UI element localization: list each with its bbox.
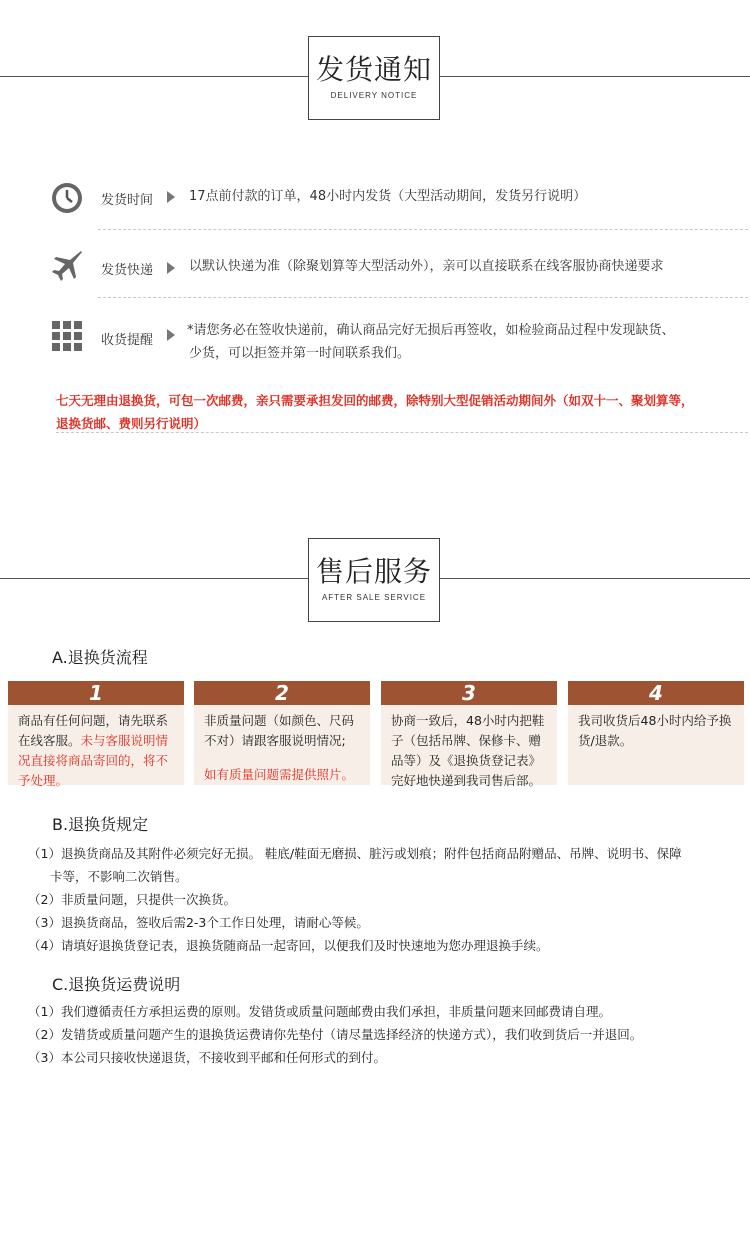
section-title: 售后服务 (315, 555, 432, 588)
row-text-receipt-reminder-1: *请您务必在签收快递前，确认商品完好无损后再签收，如检验商品过程中发现缺货、 (187, 323, 675, 338)
shipping-item: （1）我们遵循责任方承担运费的原则。发错货或质量问题邮费由我们承担，非质量问题来回邮费请自理。 (28, 1004, 611, 1019)
after-sale-header (308, 538, 440, 622)
rule-item: 卡等，不影响二次销售。 (50, 869, 188, 884)
grid-icon (51, 320, 85, 354)
row-label-ship-time: 发货时间 (101, 193, 154, 208)
airplane-icon (50, 248, 84, 282)
delivery-notice-header (308, 36, 440, 120)
arrow-icon (167, 329, 175, 341)
arrow-icon (167, 191, 175, 203)
row-divider (98, 297, 748, 298)
shipping-title: C.退换货运费说明 (52, 975, 181, 994)
rule-item: （2）非质量问题，只提供一次换货。 (28, 892, 236, 907)
process-step-3: 3 协商一致后，48小时内把鞋 子（包括吊牌、保修卡、赠 品等）及《退换货登记表》 完好地快递到我司售后部。 (381, 681, 557, 785)
row-label-receipt-reminder: 收货提醒 (101, 333, 154, 348)
rules-title: B.退换货规定 (52, 815, 149, 834)
step-number: 1 (8, 681, 184, 705)
arrow-icon (167, 262, 175, 274)
rule-item: （4）请填好退换货登记表，退换货随商品一起寄回，以便我们及时快速地为您办理退换手续。 (28, 938, 549, 953)
rule-item: （3）退换货商品，签收后需2-3个工作日处理，请耐心等候。 (28, 915, 369, 930)
step-number: 2 (194, 681, 370, 705)
note-divider (56, 432, 748, 433)
step-number: 3 (381, 681, 557, 705)
shipping-item: （3）本公司只接收快递退货，不接收到平邮和任何形式的到付。 (28, 1050, 386, 1065)
section-subtitle: AFTER SALE SERVICE (321, 593, 427, 602)
process-step-2: 2 非质量问题（如颜色、尺码 不对）请跟客服说明情况; 如有质量问题需提供照片。 (194, 681, 370, 785)
step-number: 4 (568, 681, 744, 705)
row-divider (98, 229, 748, 230)
section-title: 发货通知 (315, 53, 432, 86)
clock-icon (50, 181, 84, 215)
row-text-ship-time: 17点前付款的订单，48小时内发货（大型活动期间，发货另行说明） (189, 189, 587, 204)
process-step-1: 1 商品有任何问题，请先联系 在线客服。未与客服说明情 况直接将商品寄回的，将不 予处理。 (8, 681, 184, 785)
process-step-4: 4 我司收货后48小时内给予换 货/退款。 (568, 681, 744, 785)
process-title: A.退换货流程 (52, 648, 148, 667)
row-text-receipt-reminder-2: 少货，可以拒签并第一时间联系我们。 (189, 346, 411, 361)
return-policy-note: 七天无理由退换货，可包一次邮费，亲只需要承担发回的邮费，除特别大型促销活动期间外（如双十一、聚划算等， 退换货邮、费则另行说明） (56, 393, 694, 431)
section-subtitle: DELIVERY NOTICE (330, 91, 418, 100)
rule-item: （1）退换货商品及其附件必须完好无损。 鞋底/鞋面无磨损、脏污或划痕；附件包括商品附赠品、吊牌、说明书、保障 (28, 846, 682, 861)
row-label-courier: 发货快递 (101, 263, 154, 278)
shipping-item: （2）发错货或质量问题产生的退换货运费请你先垫付（请尽量选择经济的快递方式），我们收到货后一并退回。 (28, 1027, 643, 1042)
row-text-courier: 以默认快递为准（除聚划算等大型活动外），亲可以直接联系在线客服协商快递要求 (189, 259, 664, 274)
